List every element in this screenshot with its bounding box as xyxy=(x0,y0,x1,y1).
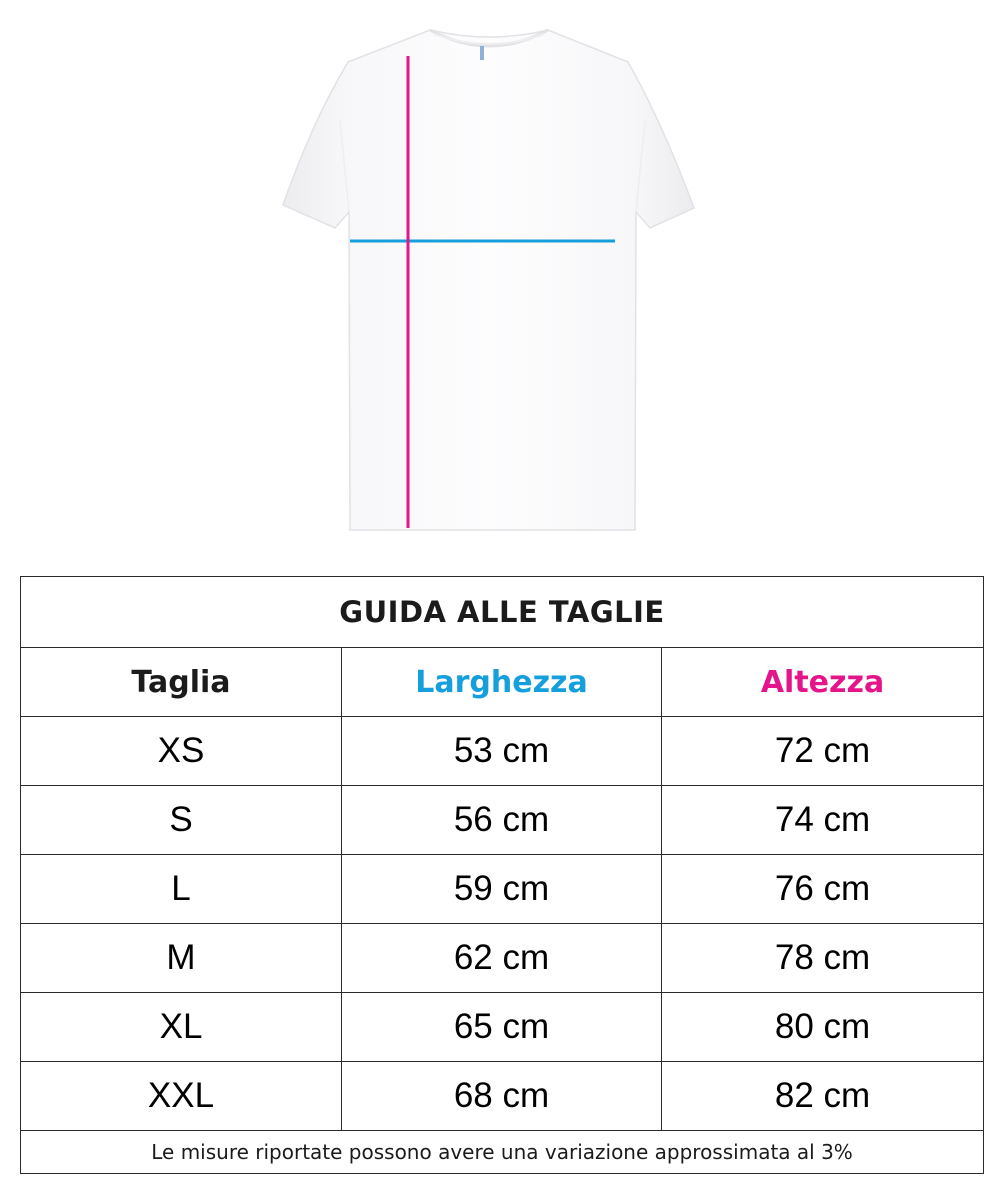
header-width: Larghezza xyxy=(342,648,662,717)
height-cell: 82 cm xyxy=(662,1062,984,1131)
height-cell: 72 cm xyxy=(662,717,984,786)
measurement-note: Le misure riportate possono avere una variazione approssimata al 3% xyxy=(21,1131,984,1174)
size-cell: L xyxy=(21,855,342,924)
width-cell: 53 cm xyxy=(342,717,662,786)
width-cell: 56 cm xyxy=(342,786,662,855)
tshirt-icon xyxy=(283,30,694,530)
size-cell: XXL xyxy=(21,1062,342,1131)
size-cell: XL xyxy=(21,993,342,1062)
table-header-row xyxy=(21,648,984,717)
size-cell: S xyxy=(21,786,342,855)
table-row xyxy=(21,855,984,924)
width-cell: 59 cm xyxy=(342,855,662,924)
size-guide-table xyxy=(20,576,984,1174)
table-row xyxy=(21,717,984,786)
tshirt-illustration xyxy=(0,0,1003,560)
width-cell: 65 cm xyxy=(342,993,662,1062)
width-cell: 68 cm xyxy=(342,1062,662,1131)
size-cell: M xyxy=(21,924,342,993)
size-cell: XS xyxy=(21,717,342,786)
table-row xyxy=(21,924,984,993)
width-cell: 62 cm xyxy=(342,924,662,993)
table-title-row xyxy=(21,577,984,648)
table-note-row xyxy=(21,1131,984,1174)
table-row xyxy=(21,1062,984,1131)
table-row xyxy=(21,786,984,855)
height-cell: 78 cm xyxy=(662,924,984,993)
header-size: Taglia xyxy=(21,648,342,717)
table-title: GUIDA ALLE TAGLIE xyxy=(21,577,984,648)
height-cell: 76 cm xyxy=(662,855,984,924)
table-row xyxy=(21,993,984,1062)
height-cell: 80 cm xyxy=(662,993,984,1062)
height-cell: 74 cm xyxy=(662,786,984,855)
header-height: Altezza xyxy=(662,648,984,717)
